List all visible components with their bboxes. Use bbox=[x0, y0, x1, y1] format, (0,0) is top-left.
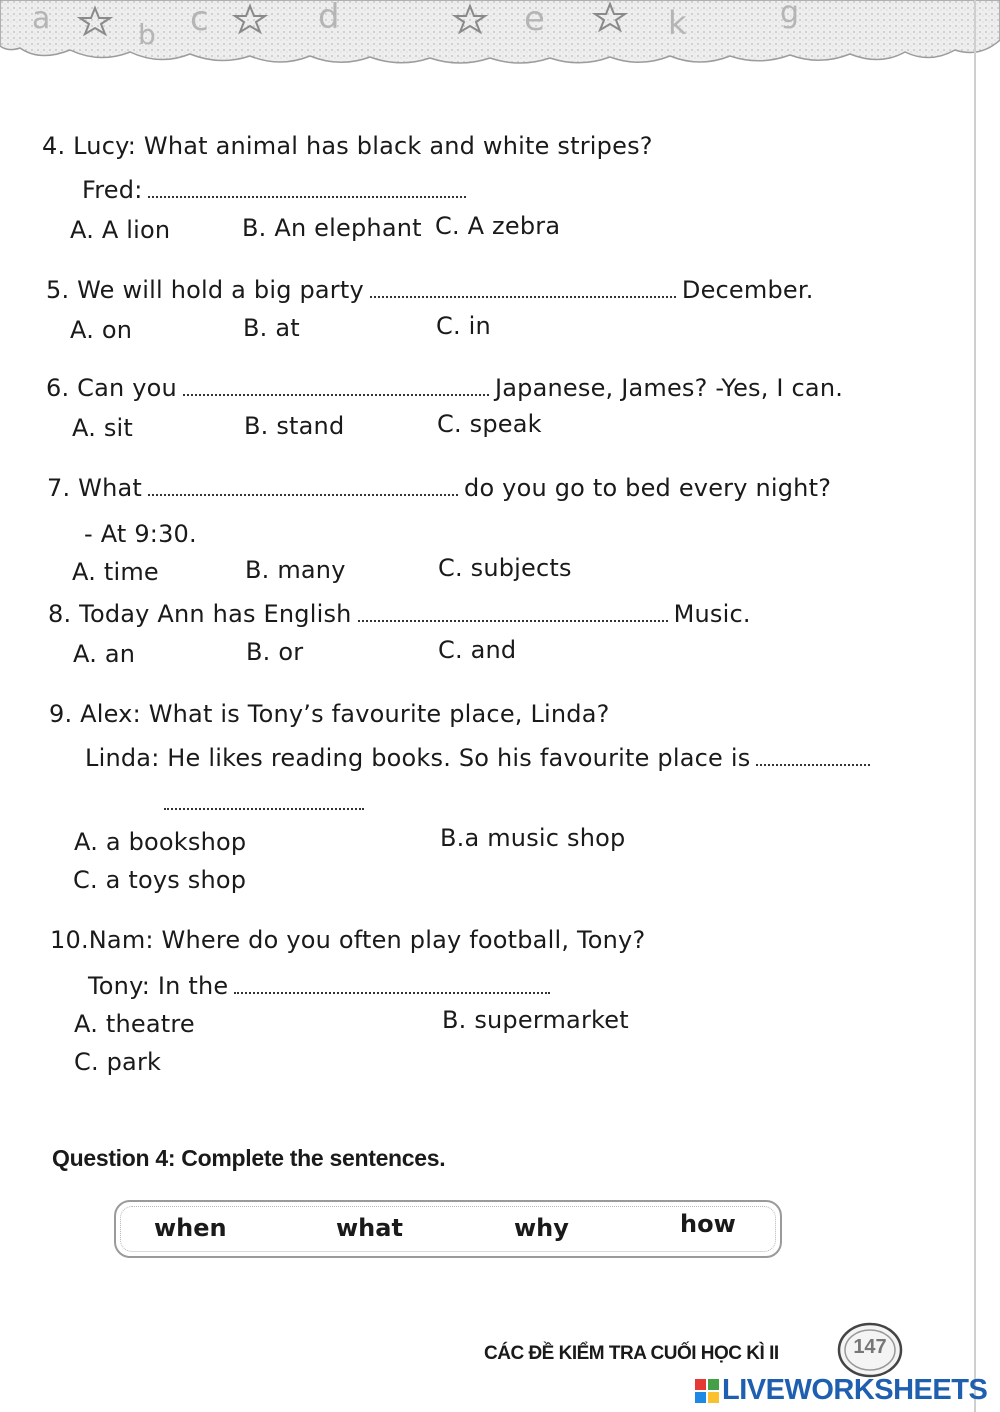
decorative-header-border bbox=[0, 0, 1000, 72]
question-6-prompt: 6. Can you Japanese, James? -Yes, I can. bbox=[46, 374, 844, 402]
book-title: CÁC ĐỀ KIỂM TRA CUỐI HỌC KÌ II bbox=[484, 1343, 779, 1364]
svg-text:d: d bbox=[318, 0, 340, 37]
word-bank-item[interactable]: when bbox=[154, 1214, 227, 1242]
q8-option-b[interactable]: B. or bbox=[246, 638, 304, 666]
question-4-answer-line: Fred: bbox=[82, 176, 472, 204]
blank[interactable] bbox=[756, 762, 870, 766]
page-number: 147 bbox=[853, 1336, 887, 1358]
svg-text:c: c bbox=[190, 0, 209, 39]
blank[interactable] bbox=[358, 618, 668, 622]
q6-option-a[interactable]: A. sit bbox=[72, 414, 134, 442]
q8-option-a[interactable]: A. an bbox=[73, 640, 136, 668]
q5-option-b[interactable]: B. at bbox=[243, 314, 300, 342]
question-5-prompt: 5. We will hold a big party December. bbox=[46, 276, 814, 304]
blank[interactable] bbox=[183, 392, 489, 396]
q7-option-b[interactable]: B. many bbox=[245, 556, 346, 584]
svg-text:b: b bbox=[138, 18, 156, 51]
question-9-answer-line: Linda: He likes reading books. So his favourite place is bbox=[85, 744, 876, 772]
q10-option-b[interactable]: B. supermarket bbox=[442, 1006, 629, 1034]
q10-option-a[interactable]: A. theatre bbox=[74, 1010, 195, 1038]
word-bank-item[interactable]: what bbox=[336, 1214, 403, 1242]
blank[interactable] bbox=[148, 194, 466, 198]
question-7-prompt: 7. What do you go to bed every night? bbox=[47, 474, 832, 502]
q10-option-c[interactable]: C. park bbox=[74, 1048, 162, 1076]
word-bank-item[interactable]: how bbox=[680, 1210, 736, 1238]
liveworksheets-brand[interactable]: LIVEWORKSHEETS bbox=[722, 1374, 988, 1406]
q8-option-c[interactable]: C. and bbox=[438, 636, 517, 664]
question-10-answer-line: Tony: In the bbox=[88, 972, 556, 1000]
q4-option-a[interactable]: A. A lion bbox=[70, 216, 171, 244]
q4-option-c[interactable]: C. A zebra bbox=[435, 212, 561, 240]
question-7-reply: - At 9:30. bbox=[84, 520, 197, 548]
svg-text:k: k bbox=[668, 4, 687, 42]
q5-option-c[interactable]: C. in bbox=[436, 312, 491, 340]
q7-option-a[interactable]: A. time bbox=[72, 558, 159, 586]
question-10-prompt: 10.Nam: Where do you often play football, Tony? bbox=[50, 926, 646, 954]
q9-option-c[interactable]: C. a toys shop bbox=[73, 866, 247, 894]
svg-text:a: a bbox=[32, 1, 51, 36]
q5-option-a[interactable]: A. on bbox=[70, 316, 133, 344]
word-bank bbox=[114, 1200, 782, 1258]
svg-text:e: e bbox=[524, 0, 545, 39]
q7-option-c[interactable]: C. subjects bbox=[438, 554, 572, 582]
q9-option-a[interactable]: A. a bookshop bbox=[74, 828, 247, 856]
blank-continuation[interactable] bbox=[164, 806, 364, 810]
q4-option-b[interactable]: B. An elephant bbox=[242, 214, 422, 242]
question-8-prompt: 8. Today Ann has English Music. bbox=[48, 600, 751, 628]
question-9-prompt: 9. Alex: What is Tony’s favourite place, Linda? bbox=[49, 700, 610, 728]
section-title: Question 4: Complete the sentences. bbox=[52, 1145, 446, 1171]
liveworksheets-logo-icon bbox=[694, 1378, 720, 1404]
svg-text:g: g bbox=[780, 0, 800, 30]
blank[interactable] bbox=[370, 294, 676, 298]
word-bank-item[interactable]: why bbox=[514, 1214, 569, 1242]
blank[interactable] bbox=[148, 492, 458, 496]
blank[interactable] bbox=[234, 990, 550, 994]
q9-option-b[interactable]: B.a music shop bbox=[440, 824, 626, 852]
q6-option-c[interactable]: C. speak bbox=[437, 410, 542, 438]
question-4-prompt: 4. Lucy: What animal has black and white stripes? bbox=[42, 132, 653, 160]
page-edge bbox=[974, 0, 976, 1412]
q6-option-b[interactable]: B. stand bbox=[244, 412, 345, 440]
